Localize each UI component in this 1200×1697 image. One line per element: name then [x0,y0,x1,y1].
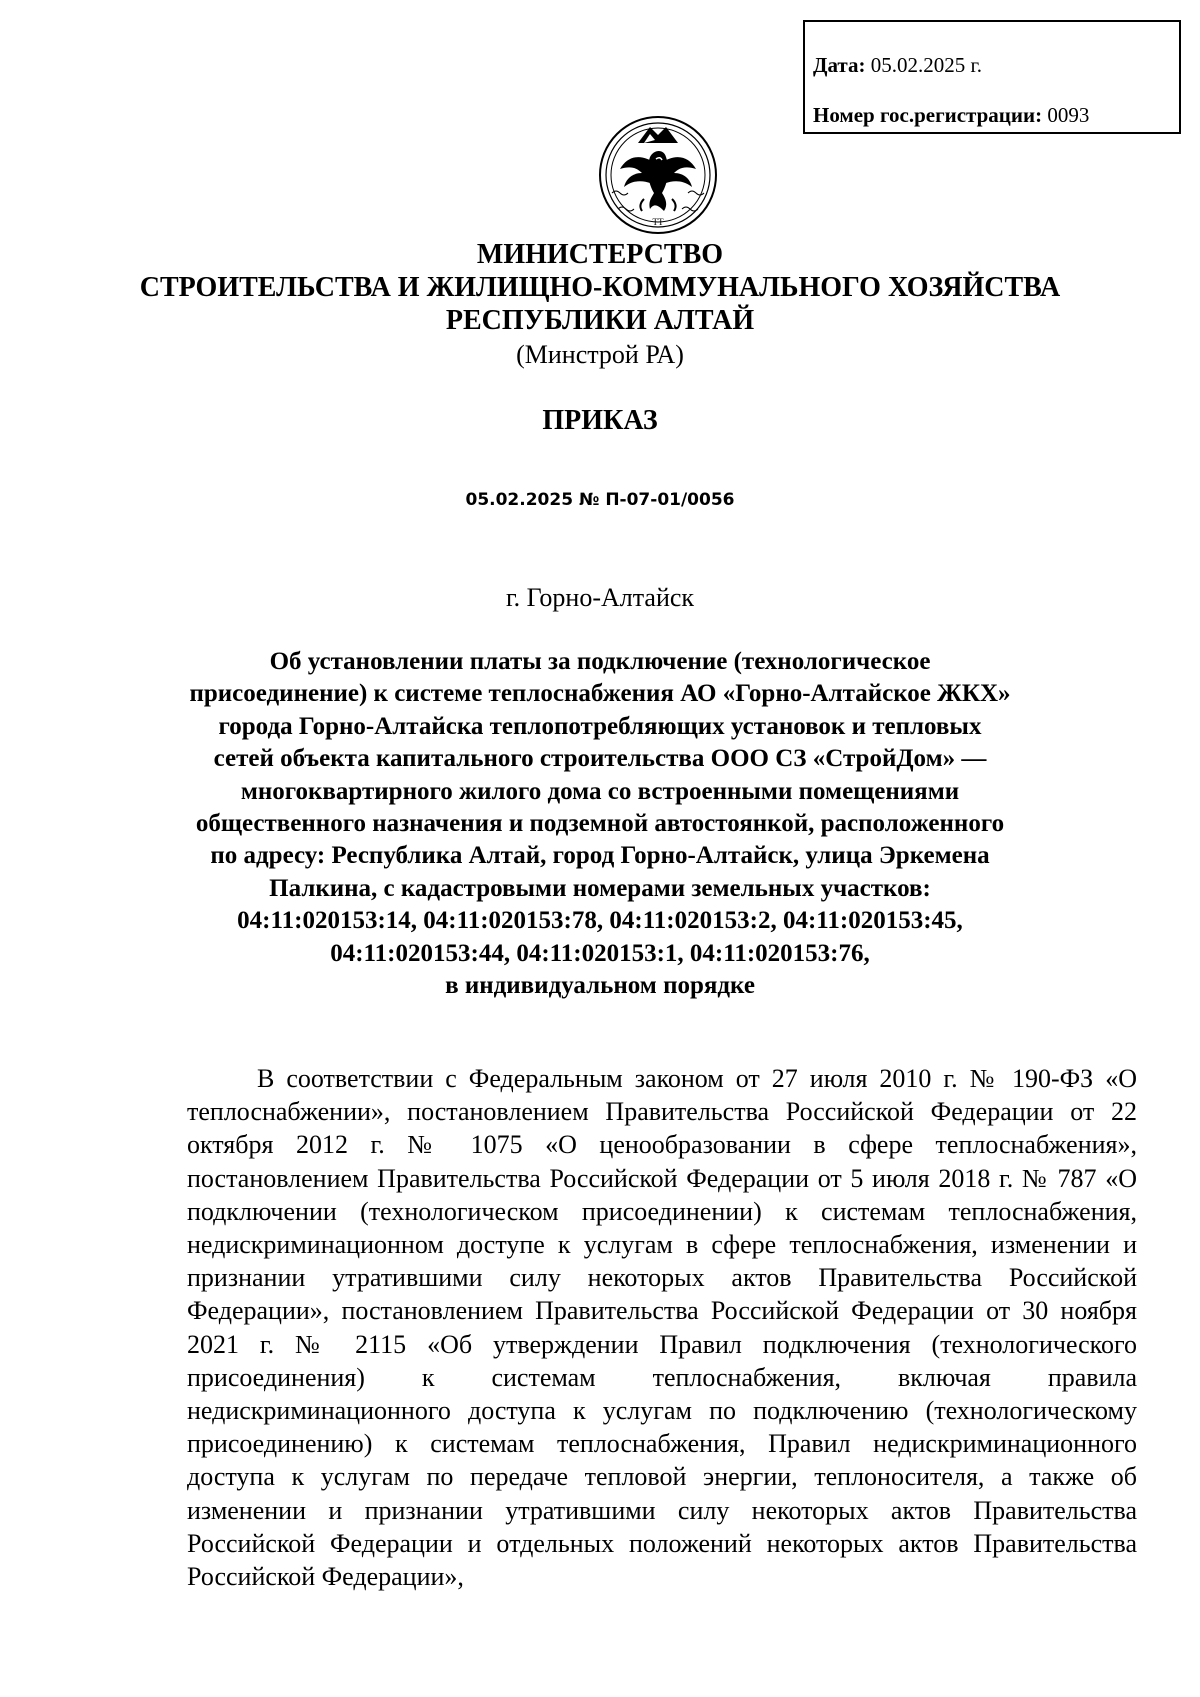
subject-line: Об установлении платы за подключение (технологическое [269,648,931,675]
subject-line: многоквартирного жилого дома со встроенными помещениями [240,777,960,805]
emblem-lettering: ТТ [652,217,664,227]
registration-date-label: Дата: [813,53,866,77]
registration-number-row [813,90,1179,140]
registration-date-value: 05.02.2025 г. [870,53,982,77]
subject-line: Палкина, с кадастровыми номерами земельных участков: [269,874,931,902]
registration-stamp [803,20,1181,134]
ministry-short-name: (Минстрой РА) [516,340,684,369]
document-city: г. Горно-Алтайск [505,583,695,612]
order-subject [180,646,1020,1002]
subject-line: сетей объекта капитального строительства ООО СЗ «СтройДом» — [213,745,987,773]
registration-number-value: 0093 [1047,103,1090,127]
registration-date-row [813,40,1179,90]
heading-line-3: РЕСПУБЛИКИ АЛТАЙ [445,305,755,336]
registration-number-label: Номер гос.регистрации: [813,103,1043,127]
subject-line: общественного назначения и подземной автостоянкой, расположенного [195,810,1005,838]
subject-line: города Горно-Алтайска теплопотребляющих установок и тепловых [218,712,982,740]
subject-line: присоединение) к системе теплоснабжения АО «Горно-Алтайское ЖКХ» [189,680,1011,708]
heading-line-1: МИНИСТЕРСТВО [476,239,724,270]
document-type: ПРИКАЗ [542,405,658,436]
heading-line-2: СТРОИТЕЛЬСТВА И ЖИЛИЩНО-КОММУНАЛЬНОГО ХОЗЯЙСТВА [139,272,1061,303]
subject-line: по адресу: Республика Алтай, город Горно-Алтайск, улица Эркемена [210,842,990,870]
subject-line: 04:11:020153:44, 04:11:020153:1, 04:11:020153:76, [330,939,870,967]
republic-altai-emblem-icon [598,113,718,237]
subject-line: 04:11:020153:14, 04:11:020153:78, 04:11:020153:2, 04:11:020153:45, [237,907,963,935]
order-preamble-paragraph: В соответствии с Федеральным законом от 27 июля 2010 г. № 190-ФЗ «О теплоснабжении», постановлением Правительства Российской Федерации от 22 октября 2012 г. № 1075 «О ценообразовании в сфере теплоснабжения», постановлением Правительства Российской Федерации от 5 июля 2018 г. № 787 «О подключении (технологическом присоединении) к системам теплоснабжения, недискриминационном доступе к услугам в сфере теплоснабжения, изменении и признании утратившими силу некоторых актов Правительства Российской Федерации», постановлением Правительства Российской Федерации от 30 ноября 2021 г. № 2115 «Об утверждении Правил подключения (технологического присоединения) к системам теплоснабжения, включая правила недискриминационного доступа к услугам по подключению (технологическому присоединению) к системам теплоснабжения, Правил недискриминационного доступа к услугам по передаче тепловой энергии, теплоносителя, а также об изменении и признании утратившими силу некоторых актов Правительства Российской Федерации и отдельных положений некоторых актов Правительства Российской Федерации», [187,1064,1137,1592]
document-date-number: 05.02.2025 № П-07-01/0056 [465,490,735,510]
ministry-heading [100,238,1100,337]
subject-line: в индивидуальном порядке [445,972,755,1000]
